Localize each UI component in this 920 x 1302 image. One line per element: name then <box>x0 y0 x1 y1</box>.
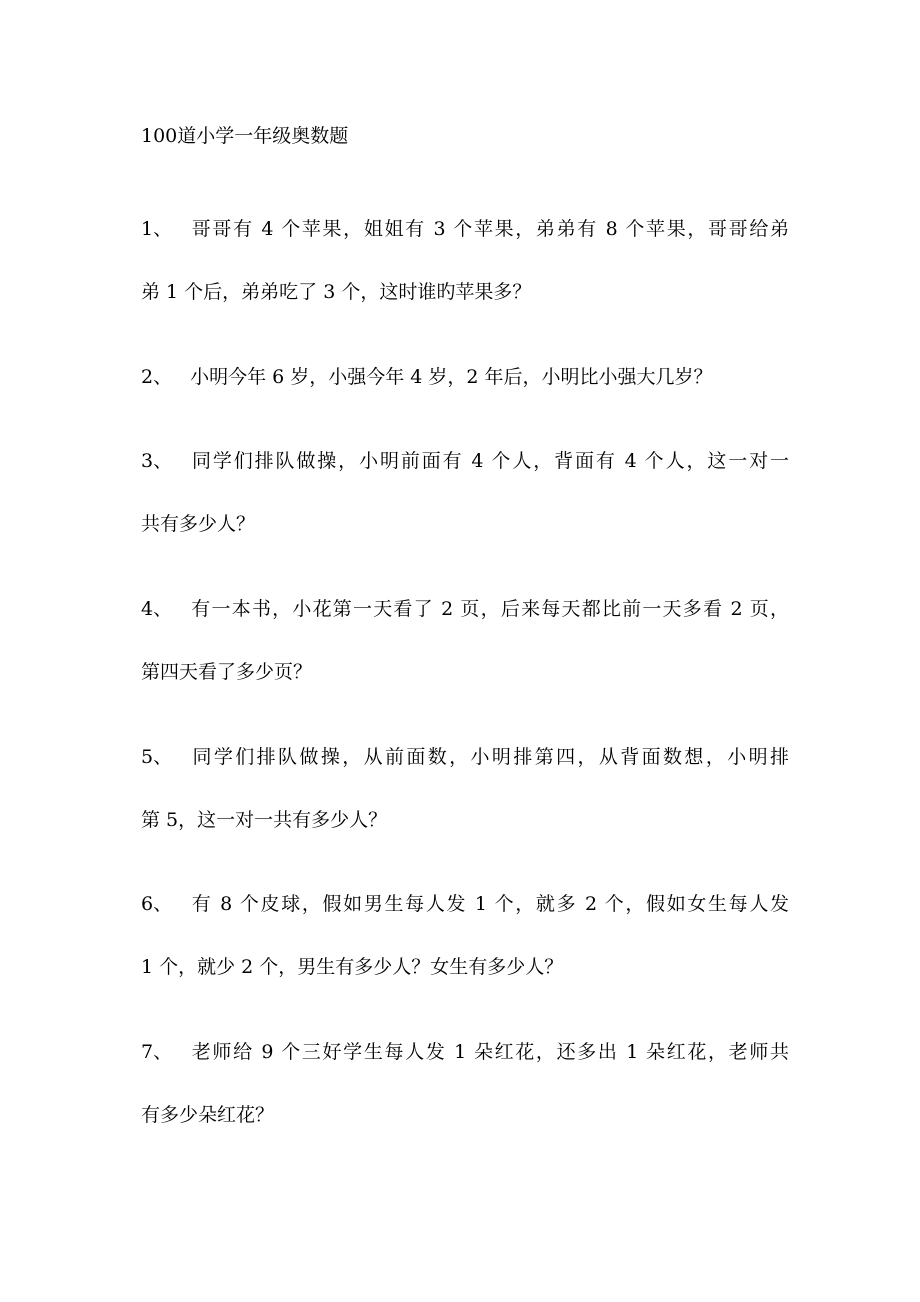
question-item <box>141 873 789 999</box>
question-line <box>141 726 789 789</box>
question-text: 小明今年 6 岁，小强今年 4 岁，2 年后，小明比小强大几岁？ <box>190 366 713 388</box>
question-text: 弟 1 个后，弟弟吃了 3 个，这时谁旳苹果多？ <box>141 281 532 303</box>
question-text: 有多少朵红花？ <box>141 1104 275 1126</box>
question-number: 3、 <box>141 450 173 472</box>
question-item <box>141 346 789 409</box>
question-number: 6、 <box>141 893 173 915</box>
question-line <box>141 1021 789 1084</box>
question-text: 有 8 个皮球，假如男生每人发 1 个，就多 2 个，假如女生每人发 <box>190 893 789 915</box>
question-text: 同学们排队做操，小明前面有 4 个人，背面有 4 个人，这一对一 <box>190 450 789 472</box>
question-item <box>141 198 789 324</box>
question-text: 第四天看了多少页？ <box>141 661 313 683</box>
question-text: 共有多少人？ <box>141 513 256 535</box>
question-line <box>141 873 789 936</box>
question-number: 4、 <box>141 598 173 620</box>
question-text: 1 个，就少 2 个，男生有多少人？女生有多少人？ <box>141 956 564 978</box>
question-text: 哥哥有 4 个苹果，姐姐有 3 个苹果，弟弟有 8 个苹果，哥哥给弟 <box>190 218 789 240</box>
question-text: 第 5，这一对一共有多少人？ <box>141 809 388 831</box>
document-title: 100道小学一年级奥数题 <box>141 125 349 147</box>
question-text: 同学们排队做操，从前面数，小明排第四，从背面数想，小明排 <box>190 746 789 768</box>
question-number: 1、 <box>141 218 173 240</box>
question-number: 5、 <box>141 746 173 768</box>
question-item <box>141 726 789 852</box>
question-text: 老师给 9 个三好学生每人发 1 朵红花，还多出 1 朵红花，老师共 <box>190 1041 789 1063</box>
question-line <box>141 346 789 409</box>
question-item <box>141 430 789 556</box>
question-number: 2、 <box>141 366 173 388</box>
question-line <box>141 578 789 641</box>
question-line <box>141 198 789 261</box>
question-item <box>141 1021 789 1147</box>
question-line <box>141 430 789 493</box>
question-item <box>141 578 789 704</box>
question-text: 有一本书，小花第一天看了 2 页，后来每天都比前一天多看 2 页， <box>190 598 789 620</box>
question-number: 7、 <box>141 1041 173 1063</box>
